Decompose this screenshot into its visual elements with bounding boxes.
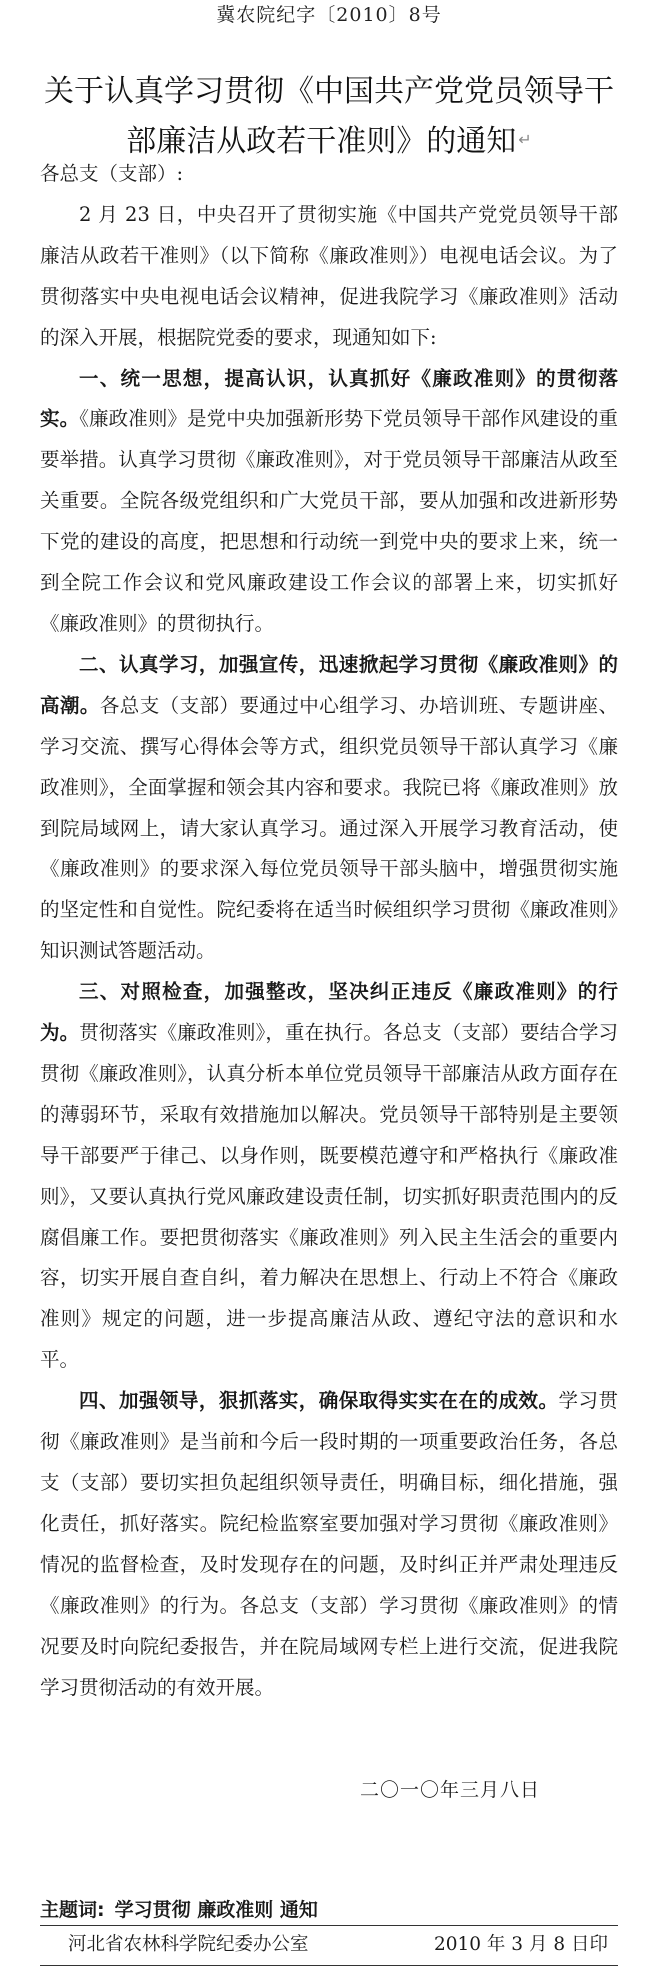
section-text: 学习贯彻《廉政准则》是当前和今后一段时期的一项重要政治任务，各总支（支部）要切实担负起组织领导责任，明确目标，细化措施，强化责任，抓好落实。院纪检监察室要加强对学习贯彻《廉政准则》情况的监督检查，及时发现存在的问题，及时纠正并严肃处理违反《廉政准则》的行为。各总支（支部）学习贯彻《廉政准则》的情况要及时向院纪委报告，并在院局域网专栏上进行交流，促进我院学习贯彻活动的有效开展。 bbox=[40, 1389, 618, 1699]
section-2 bbox=[40, 645, 618, 972]
keywords-items: 学习贯彻 廉政准则 通知 bbox=[114, 1899, 318, 1921]
return-mark-icon: ↵ bbox=[518, 130, 532, 149]
section-1 bbox=[40, 359, 618, 645]
section-heading: 一、统一思想，提高认识，认真抓好《廉政准则》的贯彻落实。 bbox=[40, 366, 618, 431]
footer-divider-bottom bbox=[40, 1965, 618, 1966]
title-line-1: 关于认真学习贯彻《中国共产党党员领导干 bbox=[44, 74, 614, 109]
document-title bbox=[30, 68, 628, 166]
issue-date: 二〇一〇年三月八日 bbox=[360, 1779, 541, 1801]
document-number: 冀农院纪字〔2010〕8号 bbox=[216, 4, 442, 26]
salutation: 各总支（支部）: bbox=[40, 162, 184, 185]
title-line-2-text: 部廉洁从政若干准则》的通知 bbox=[126, 124, 517, 159]
print-date: 2010 年 3 月 8 日印 bbox=[433, 1934, 608, 1955]
section-heading: 三、对照检查，加强整改，坚决纠正违反《廉政准则》的行为。 bbox=[40, 980, 618, 1045]
footer bbox=[40, 1929, 618, 1961]
issuing-office: 河北省农林科学院纪委办公室 bbox=[68, 1934, 309, 1955]
section-3 bbox=[40, 972, 618, 1381]
keywords bbox=[40, 1895, 318, 1922]
document-body bbox=[40, 154, 618, 1708]
keywords-label: 主题词: bbox=[40, 1899, 105, 1921]
footer-divider-top bbox=[40, 1925, 618, 1926]
section-text: 《廉政准则》是党中央加强新形势下党员领导干部作风建设的重要举措。认真学习贯彻《廉政准则》，对于党员领导干部廉洁从政至关重要。全院各级党组织和广大党员干部，要从加强和改进新形势下党的建设的高度，把思想和行动统一到党中央的要求上来，统一到全院工作会议和党风廉政建设工作会议的部署上来，切实抓好《廉政准则》的贯彻执行。 bbox=[40, 407, 618, 635]
intro-paragraph: 2 月 23 日，中央召开了贯彻实施《中国共产党党员领导干部廉洁从政若干准则》（以下简称《廉政准则》）电视电话会议。为了贯彻落实中央电视电话会议精神，促进我院学习《廉政准则》活动的深入开展，根据院党委的要求，现通知如下: bbox=[40, 202, 618, 349]
section-text: 贯彻落实《廉政准则》，重在执行。各总支（支部）要结合学习贯彻《廉政准则》，认真分析本单位党员领导干部廉洁从政方面存在的薄弱环节，采取有效措施加以解决。党员领导干部特别是主要领导干部要严于律己、以身作则，既要模范遵守和严格执行《廉政准则》，又要认真执行党风廉政建设责任制，切实抓好职责范围内的反腐倡廉工作。要把贯彻落实《廉政准则》列入民主生活会的重要内容，切实开展自查自纠，着力解决在思想上、行动上不符合《廉政准则》规定的问题，进一步提高廉洁从政、遵纪守法的意识和水平。 bbox=[40, 1021, 618, 1372]
section-heading: 四、加强领导，狠抓落实，确保取得实实在在的成效。 bbox=[79, 1389, 559, 1413]
section-text: 各总支（支部）要通过中心组学习、办培训班、专题讲座、学习交流、撰写心得体会等方式，组织党员领导干部认真学习《廉政准则》，全面掌握和领会其内容和要求。我院已将《廉政准则》放到院局域网上，请大家认真学习。通过深入开展学习教育活动，使《廉政准则》的要求深入每位党员领导干部头脑中，增强贯彻实施的坚定性和自觉性。院纪委将在适当时候组织学习贯彻《廉政准则》知识测试答题活动。 bbox=[40, 693, 618, 963]
section-4 bbox=[40, 1381, 618, 1708]
section-heading: 二、认真学习，加强宣传，迅速掀起学习贯彻《廉政准则》的高潮。 bbox=[40, 652, 618, 717]
